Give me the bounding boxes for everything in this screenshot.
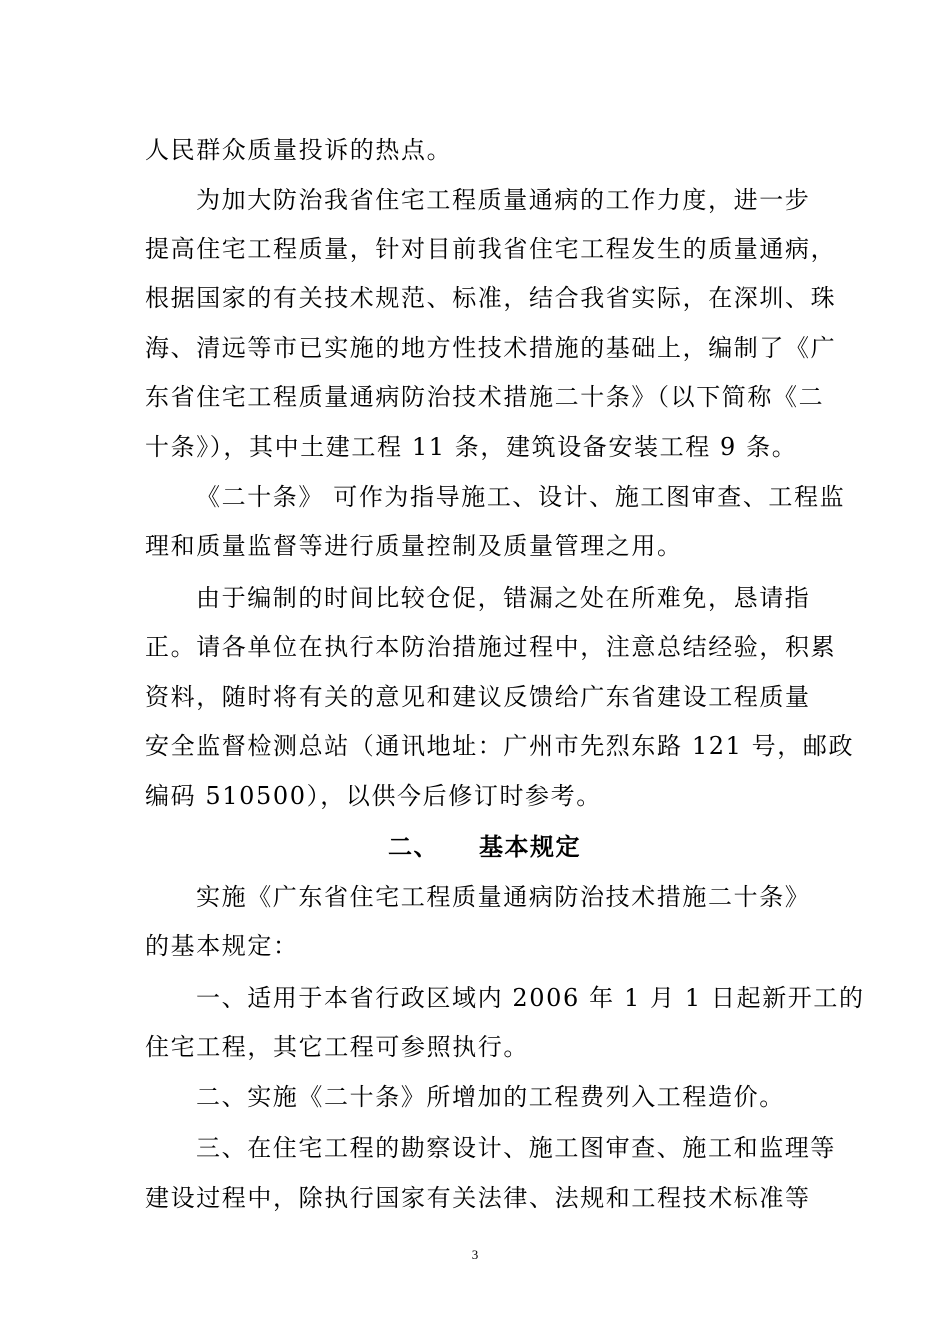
text-line: 海、清远等市已实施的地方性技术措施的基础上，编制了《广 [145,334,837,362]
text-line: 的基本规定： [145,932,299,960]
page-number: 3 [471,1247,479,1262]
text-line: 十条》），其中土建工程 11 条，建筑设备安装工程 9 条。 [145,433,798,461]
text-line: 建设过程中，除执行国家有关法律、法规和工程技术标准等 [145,1184,811,1212]
text-line: 三、在住宅工程的勘察设计、施工图审查、施工和监理等 [196,1134,836,1162]
text-line: 实施《广东省住宅工程质量通病防治技术措施二十条》 [196,883,811,911]
text-line: 住宅工程，其它工程可参照执行。 [145,1033,529,1061]
text-line: 根据国家的有关技术规范、标准，结合我省实际，在深圳、珠 [145,284,837,312]
text-line: 二、实施《二十条》所增加的工程费列入工程造价。 [196,1083,785,1111]
text-line: 东省住宅工程质量通病防治技术措施二十条》（以下简称《二 [145,383,825,411]
text-line: 《二十条》 可作为指导施工、设计、施工图审查、工程监 [196,483,846,511]
text-line: 理和质量监督等进行质量控制及质量管理之用。 [145,532,683,560]
text-line: 一、适用于本省行政区域内 2006 年 1 月 1 日起新开工的 [196,984,865,1012]
text-line: 编码 510500），以供今后修订时参考。 [145,782,602,810]
text-line: 正。请各单位在执行本防治措施过程中，注意总结经验，积累 [145,633,837,661]
section-heading [388,832,581,862]
section-title: 基本规定 [479,832,581,861]
text-line: 资料，随时将有关的意见和建议反馈给广东省建设工程质量 [145,683,811,711]
text-line: 为加大防治我省住宅工程质量通病的工作力度，进一步 [196,186,811,214]
text-line: 提高住宅工程质量，针对目前我省住宅工程发生的质量通病， [145,235,837,263]
text-line: 安全监督检测总站（通讯地址：广州市先烈东路 121 号，邮政 [145,732,855,760]
text-line: 由于编制的时间比较仓促，错漏之处在所难免，恳请指 [196,584,811,612]
section-number: 二、 [388,832,439,861]
text-line: 人民群众质量投诉的热点。 [145,136,453,164]
